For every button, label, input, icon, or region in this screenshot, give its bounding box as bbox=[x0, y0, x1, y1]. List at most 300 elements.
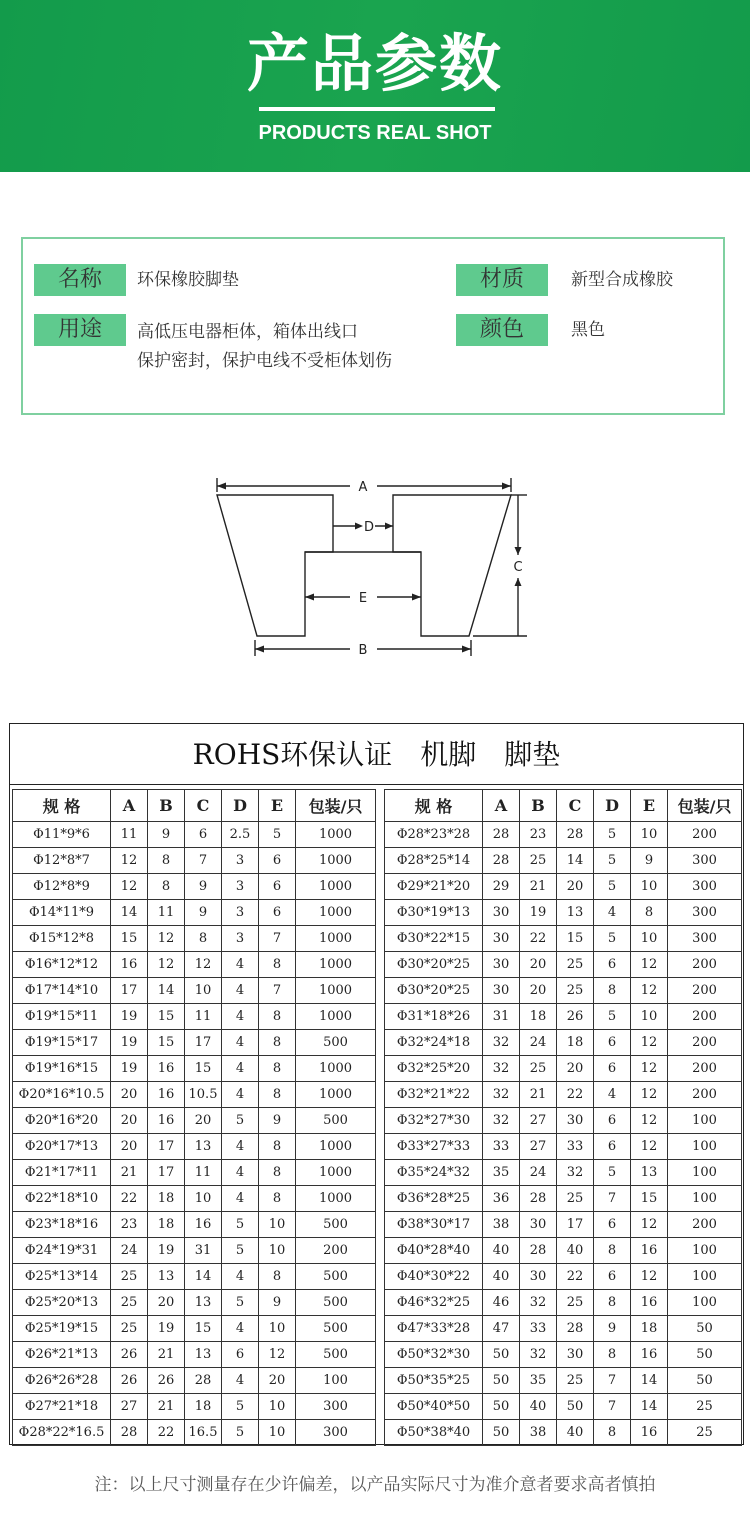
disclaimer-note: 注：以上尺寸测量存在少许偏差，以产品实际尺寸为准介意者要求高者慎拍 bbox=[94, 1475, 656, 1495]
value-cell: 15 bbox=[111, 926, 148, 952]
value-cell: 500 bbox=[296, 1212, 376, 1238]
value-cell: 12 bbox=[631, 1056, 668, 1082]
value-cell: 25 bbox=[557, 952, 594, 978]
table-row bbox=[13, 1082, 376, 1108]
label-c: C bbox=[513, 560, 523, 575]
value-cell: 1000 bbox=[296, 926, 376, 952]
table-row bbox=[13, 874, 376, 900]
value-cell: 300 bbox=[296, 1394, 376, 1420]
value-cell: 25 bbox=[557, 978, 594, 1004]
spec-cell: Φ20*17*13 bbox=[13, 1134, 111, 1160]
foot-outline-left bbox=[217, 495, 333, 636]
value-cell: 40 bbox=[557, 1238, 594, 1264]
value-cell: 18 bbox=[148, 1212, 185, 1238]
value-cell: 16.5 bbox=[185, 1420, 222, 1446]
value-cell: 5 bbox=[594, 1160, 631, 1186]
value-cell: 18 bbox=[185, 1394, 222, 1420]
table-row bbox=[13, 1420, 376, 1446]
value-cell: 1000 bbox=[296, 1004, 376, 1030]
table-row bbox=[385, 952, 742, 978]
value-cell: 19 bbox=[148, 1238, 185, 1264]
value-cell: 4 bbox=[594, 1082, 631, 1108]
value-cell: 21 bbox=[111, 1160, 148, 1186]
value-cell: 20 bbox=[111, 1108, 148, 1134]
value-cell: 24 bbox=[520, 1160, 557, 1186]
value-cell: 26 bbox=[148, 1368, 185, 1394]
value-cell: 9 bbox=[148, 822, 185, 848]
table-row bbox=[385, 1290, 742, 1316]
spec-table-frame bbox=[9, 723, 744, 1445]
value-cell: 28 bbox=[483, 848, 520, 874]
value-cell: 18 bbox=[148, 1186, 185, 1212]
value-cell: 30 bbox=[557, 1108, 594, 1134]
value-cell: 50 bbox=[483, 1420, 520, 1446]
value-cell: 5 bbox=[594, 874, 631, 900]
table-row bbox=[13, 1342, 376, 1368]
value-cell: 33 bbox=[520, 1316, 557, 1342]
label-e: E bbox=[358, 591, 368, 606]
color-value: 黑色 bbox=[571, 320, 605, 340]
value-cell: 32 bbox=[483, 1030, 520, 1056]
value-cell: 21 bbox=[520, 1082, 557, 1108]
table-row bbox=[13, 822, 376, 848]
value-cell: 200 bbox=[668, 978, 742, 1004]
spec-cell: Φ28*23*28 bbox=[385, 822, 483, 848]
table-row bbox=[385, 1316, 742, 1342]
name-value: 环保橡胶脚垫 bbox=[137, 270, 239, 290]
value-cell: 14 bbox=[631, 1394, 668, 1420]
value-cell: 14 bbox=[631, 1368, 668, 1394]
value-cell: 300 bbox=[668, 874, 742, 900]
value-cell: 19 bbox=[111, 1056, 148, 1082]
table-row bbox=[385, 1030, 742, 1056]
value-cell: 50 bbox=[483, 1394, 520, 1420]
value-cell: 200 bbox=[668, 1030, 742, 1056]
value-cell: 31 bbox=[483, 1004, 520, 1030]
value-cell: 8 bbox=[259, 1186, 296, 1212]
page-subtitle: PRODUCTS REAL SHOT bbox=[258, 122, 492, 144]
value-cell: 25 bbox=[668, 1394, 742, 1420]
table-header-cell: 包装/只 bbox=[296, 790, 376, 822]
value-cell: 4 bbox=[222, 952, 259, 978]
value-cell: 28 bbox=[111, 1420, 148, 1446]
table-header-cell: E bbox=[259, 790, 296, 822]
table-row bbox=[385, 1420, 742, 1446]
usage-value-line1: 高低压电器柜体，箱体出线口 bbox=[137, 322, 358, 342]
table-row bbox=[385, 1212, 742, 1238]
value-cell: 32 bbox=[483, 1056, 520, 1082]
value-cell: 10 bbox=[631, 926, 668, 952]
value-cell: 18 bbox=[520, 1004, 557, 1030]
value-cell: 15 bbox=[148, 1004, 185, 1030]
table-row bbox=[13, 1134, 376, 1160]
color-label: 颜色 bbox=[456, 314, 548, 346]
value-cell: 28 bbox=[520, 1238, 557, 1264]
value-cell: 4 bbox=[222, 1368, 259, 1394]
table-row bbox=[385, 926, 742, 952]
value-cell: 16 bbox=[148, 1108, 185, 1134]
spec-cell: Φ32*21*22 bbox=[385, 1082, 483, 1108]
value-cell: 12 bbox=[631, 1030, 668, 1056]
value-cell: 6 bbox=[594, 952, 631, 978]
spec-cell: Φ29*21*20 bbox=[385, 874, 483, 900]
value-cell: 24 bbox=[520, 1030, 557, 1056]
value-cell: 5 bbox=[594, 926, 631, 952]
value-cell: 25 bbox=[520, 848, 557, 874]
value-cell: 8 bbox=[185, 926, 222, 952]
value-cell: 1000 bbox=[296, 822, 376, 848]
table-row bbox=[13, 1264, 376, 1290]
value-cell: 8 bbox=[259, 1082, 296, 1108]
value-cell: 40 bbox=[483, 1238, 520, 1264]
value-cell: 14 bbox=[148, 978, 185, 1004]
value-cell: 13 bbox=[185, 1134, 222, 1160]
value-cell: 28 bbox=[520, 1186, 557, 1212]
spec-cell: Φ20*16*20 bbox=[13, 1108, 111, 1134]
value-cell: 20 bbox=[259, 1368, 296, 1394]
value-cell: 22 bbox=[557, 1082, 594, 1108]
value-cell: 300 bbox=[668, 900, 742, 926]
value-cell: 200 bbox=[668, 1082, 742, 1108]
value-cell: 12 bbox=[631, 1264, 668, 1290]
table-row bbox=[13, 1056, 376, 1082]
value-cell: 4 bbox=[222, 1160, 259, 1186]
value-cell: 9 bbox=[259, 1108, 296, 1134]
value-cell: 12 bbox=[631, 1212, 668, 1238]
value-cell: 8 bbox=[594, 1342, 631, 1368]
value-cell: 200 bbox=[296, 1238, 376, 1264]
value-cell: 500 bbox=[296, 1264, 376, 1290]
value-cell: 4 bbox=[222, 1056, 259, 1082]
value-cell: 14 bbox=[111, 900, 148, 926]
value-cell: 300 bbox=[668, 848, 742, 874]
table-row bbox=[13, 1212, 376, 1238]
spec-cell: Φ50*40*50 bbox=[385, 1394, 483, 1420]
value-cell: 12 bbox=[631, 952, 668, 978]
value-cell: 7 bbox=[185, 848, 222, 874]
value-cell: 18 bbox=[557, 1030, 594, 1056]
spec-cell: Φ50*35*25 bbox=[385, 1368, 483, 1394]
value-cell: 50 bbox=[668, 1342, 742, 1368]
value-cell: 1000 bbox=[296, 874, 376, 900]
spec-cell: Φ50*38*40 bbox=[385, 1420, 483, 1446]
value-cell: 200 bbox=[668, 952, 742, 978]
value-cell: 20 bbox=[111, 1134, 148, 1160]
value-cell: 40 bbox=[483, 1264, 520, 1290]
table-header-cell: 包装/只 bbox=[668, 790, 742, 822]
value-cell: 28 bbox=[557, 1316, 594, 1342]
value-cell: 1000 bbox=[296, 978, 376, 1004]
value-cell: 22 bbox=[557, 1264, 594, 1290]
value-cell: 100 bbox=[668, 1108, 742, 1134]
value-cell: 26 bbox=[111, 1342, 148, 1368]
value-cell: 10 bbox=[259, 1420, 296, 1446]
value-cell: 5 bbox=[222, 1238, 259, 1264]
value-cell: 28 bbox=[557, 822, 594, 848]
value-cell: 30 bbox=[483, 926, 520, 952]
table-row bbox=[385, 1108, 742, 1134]
value-cell: 13 bbox=[185, 1290, 222, 1316]
table-header-cell: E bbox=[631, 790, 668, 822]
value-cell: 5 bbox=[222, 1420, 259, 1446]
value-cell: 20 bbox=[557, 1056, 594, 1082]
table-title: ROHS环保认证 机脚 脚垫 bbox=[10, 724, 743, 785]
value-cell: 32 bbox=[520, 1290, 557, 1316]
value-cell: 19 bbox=[148, 1316, 185, 1342]
spec-cell: Φ32*27*30 bbox=[385, 1108, 483, 1134]
value-cell: 35 bbox=[483, 1160, 520, 1186]
value-cell: 17 bbox=[557, 1212, 594, 1238]
value-cell: 10 bbox=[631, 1004, 668, 1030]
value-cell: 32 bbox=[520, 1342, 557, 1368]
value-cell: 10 bbox=[185, 1186, 222, 1212]
foot-outline-right bbox=[393, 495, 511, 636]
value-cell: 16 bbox=[111, 952, 148, 978]
value-cell: 12 bbox=[185, 952, 222, 978]
value-cell: 15 bbox=[148, 1030, 185, 1056]
value-cell: 1000 bbox=[296, 1160, 376, 1186]
value-cell: 3 bbox=[222, 900, 259, 926]
spec-cell: Φ47*33*28 bbox=[385, 1316, 483, 1342]
value-cell: 9 bbox=[631, 848, 668, 874]
value-cell: 100 bbox=[668, 1160, 742, 1186]
table-row bbox=[385, 1186, 742, 1212]
spec-cell: Φ14*11*9 bbox=[13, 900, 111, 926]
spec-cell: Φ24*19*31 bbox=[13, 1238, 111, 1264]
spec-cell: Φ19*15*17 bbox=[13, 1030, 111, 1056]
value-cell: 1000 bbox=[296, 1056, 376, 1082]
value-cell: 10.5 bbox=[185, 1082, 222, 1108]
value-cell: 30 bbox=[483, 952, 520, 978]
value-cell: 8 bbox=[594, 978, 631, 1004]
value-cell: 15 bbox=[185, 1056, 222, 1082]
value-cell: 5 bbox=[259, 822, 296, 848]
table-row bbox=[13, 1238, 376, 1264]
value-cell: 6 bbox=[594, 1134, 631, 1160]
spec-cell: Φ40*28*40 bbox=[385, 1238, 483, 1264]
spec-cell: Φ19*16*15 bbox=[13, 1056, 111, 1082]
value-cell: 22 bbox=[148, 1420, 185, 1446]
title-underline bbox=[259, 107, 495, 111]
value-cell: 16 bbox=[185, 1212, 222, 1238]
value-cell: 500 bbox=[296, 1290, 376, 1316]
value-cell: 16 bbox=[148, 1082, 185, 1108]
table-row bbox=[385, 848, 742, 874]
value-cell: 100 bbox=[668, 1290, 742, 1316]
table-row bbox=[385, 1342, 742, 1368]
table-row bbox=[13, 1004, 376, 1030]
value-cell: 4 bbox=[222, 1264, 259, 1290]
spec-cell: Φ25*20*13 bbox=[13, 1290, 111, 1316]
label-d: D bbox=[363, 520, 375, 535]
value-cell: 8 bbox=[259, 1160, 296, 1186]
value-cell: 100 bbox=[668, 1134, 742, 1160]
value-cell: 5 bbox=[222, 1290, 259, 1316]
value-cell: 18 bbox=[631, 1316, 668, 1342]
table-row bbox=[13, 900, 376, 926]
value-cell: 9 bbox=[259, 1290, 296, 1316]
table-row bbox=[385, 822, 742, 848]
value-cell: 6 bbox=[222, 1342, 259, 1368]
value-cell: 38 bbox=[520, 1420, 557, 1446]
value-cell: 9 bbox=[594, 1316, 631, 1342]
spec-cell: Φ32*24*18 bbox=[385, 1030, 483, 1056]
value-cell: 12 bbox=[631, 978, 668, 1004]
spec-cell: Φ33*27*33 bbox=[385, 1134, 483, 1160]
value-cell: 8 bbox=[259, 1030, 296, 1056]
header-banner bbox=[0, 0, 750, 172]
value-cell: 4 bbox=[222, 1186, 259, 1212]
table-row bbox=[13, 1316, 376, 1342]
spec-cell: Φ25*19*15 bbox=[13, 1316, 111, 1342]
value-cell: 1000 bbox=[296, 900, 376, 926]
table-row bbox=[385, 1004, 742, 1030]
value-cell: 13 bbox=[148, 1264, 185, 1290]
value-cell: 50 bbox=[668, 1368, 742, 1394]
value-cell: 25 bbox=[111, 1264, 148, 1290]
value-cell: 25 bbox=[557, 1186, 594, 1212]
value-cell: 5 bbox=[594, 822, 631, 848]
spec-cell: Φ26*26*28 bbox=[13, 1368, 111, 1394]
table-row bbox=[13, 1108, 376, 1134]
spec-cell: Φ16*12*12 bbox=[13, 952, 111, 978]
table-row bbox=[385, 1264, 742, 1290]
value-cell: 19 bbox=[111, 1004, 148, 1030]
table-row bbox=[13, 1186, 376, 1212]
value-cell: 8 bbox=[594, 1290, 631, 1316]
spec-cell: Φ31*18*26 bbox=[385, 1004, 483, 1030]
value-cell: 12 bbox=[148, 952, 185, 978]
value-cell: 300 bbox=[668, 926, 742, 952]
value-cell: 8 bbox=[148, 874, 185, 900]
value-cell: 6 bbox=[594, 1264, 631, 1290]
value-cell: 24 bbox=[111, 1238, 148, 1264]
value-cell: 25 bbox=[557, 1290, 594, 1316]
value-cell: 17 bbox=[148, 1160, 185, 1186]
value-cell: 23 bbox=[520, 822, 557, 848]
table-header-cell: B bbox=[148, 790, 185, 822]
value-cell: 16 bbox=[631, 1290, 668, 1316]
value-cell: 20 bbox=[520, 978, 557, 1004]
spec-cell: Φ32*25*20 bbox=[385, 1056, 483, 1082]
value-cell: 25 bbox=[111, 1290, 148, 1316]
value-cell: 29 bbox=[483, 874, 520, 900]
value-cell: 4 bbox=[222, 1004, 259, 1030]
table-row bbox=[13, 926, 376, 952]
spec-cell: Φ17*14*10 bbox=[13, 978, 111, 1004]
value-cell: 26 bbox=[111, 1368, 148, 1394]
table-row bbox=[385, 1368, 742, 1394]
value-cell: 50 bbox=[668, 1316, 742, 1342]
spec-cell: Φ38*30*17 bbox=[385, 1212, 483, 1238]
table-row bbox=[385, 900, 742, 926]
spec-cell: Φ30*22*15 bbox=[385, 926, 483, 952]
value-cell: 12 bbox=[259, 1342, 296, 1368]
table-header-cell: D bbox=[222, 790, 259, 822]
value-cell: 6 bbox=[594, 1212, 631, 1238]
value-cell: 200 bbox=[668, 1056, 742, 1082]
value-cell: 14 bbox=[557, 848, 594, 874]
value-cell: 10 bbox=[259, 1316, 296, 1342]
value-cell: 4 bbox=[594, 900, 631, 926]
value-cell: 16 bbox=[148, 1056, 185, 1082]
value-cell: 40 bbox=[557, 1420, 594, 1446]
table-row bbox=[385, 1394, 742, 1420]
value-cell: 47 bbox=[483, 1316, 520, 1342]
spec-cell: Φ15*12*8 bbox=[13, 926, 111, 952]
table-row bbox=[13, 848, 376, 874]
value-cell: 1000 bbox=[296, 952, 376, 978]
value-cell: 30 bbox=[557, 1342, 594, 1368]
value-cell: 17 bbox=[111, 978, 148, 1004]
value-cell: 3 bbox=[222, 874, 259, 900]
value-cell: 4 bbox=[222, 1030, 259, 1056]
table-row bbox=[385, 978, 742, 1004]
value-cell: 5 bbox=[222, 1108, 259, 1134]
table-header-cell: A bbox=[483, 790, 520, 822]
value-cell: 32 bbox=[557, 1160, 594, 1186]
value-cell: 33 bbox=[483, 1134, 520, 1160]
value-cell: 8 bbox=[259, 1134, 296, 1160]
value-cell: 20 bbox=[557, 874, 594, 900]
value-cell: 10 bbox=[259, 1394, 296, 1420]
value-cell: 2.5 bbox=[222, 822, 259, 848]
value-cell: 19 bbox=[111, 1030, 148, 1056]
value-cell: 9 bbox=[185, 874, 222, 900]
value-cell: 500 bbox=[296, 1342, 376, 1368]
value-cell: 6 bbox=[259, 874, 296, 900]
value-cell: 50 bbox=[483, 1368, 520, 1394]
spec-cell: Φ19*15*11 bbox=[13, 1004, 111, 1030]
value-cell: 13 bbox=[185, 1342, 222, 1368]
value-cell: 5 bbox=[222, 1394, 259, 1420]
value-cell: 1000 bbox=[296, 1134, 376, 1160]
value-cell: 200 bbox=[668, 1212, 742, 1238]
value-cell: 6 bbox=[594, 1030, 631, 1056]
value-cell: 23 bbox=[111, 1212, 148, 1238]
value-cell: 25 bbox=[668, 1420, 742, 1446]
page-title: 产品参数 bbox=[246, 27, 503, 100]
value-cell: 12 bbox=[111, 874, 148, 900]
value-cell: 7 bbox=[594, 1368, 631, 1394]
value-cell: 25 bbox=[557, 1368, 594, 1394]
value-cell: 27 bbox=[520, 1108, 557, 1134]
spec-cell: Φ11*9*6 bbox=[13, 822, 111, 848]
value-cell: 7 bbox=[259, 978, 296, 1004]
value-cell: 50 bbox=[557, 1394, 594, 1420]
value-cell: 4 bbox=[222, 1316, 259, 1342]
value-cell: 500 bbox=[296, 1030, 376, 1056]
table-row bbox=[385, 1082, 742, 1108]
value-cell: 14 bbox=[185, 1264, 222, 1290]
value-cell: 500 bbox=[296, 1108, 376, 1134]
value-cell: 16 bbox=[631, 1238, 668, 1264]
label-b: B bbox=[358, 643, 368, 658]
value-cell: 21 bbox=[148, 1394, 185, 1420]
material-label: 材质 bbox=[456, 264, 548, 296]
value-cell: 27 bbox=[520, 1134, 557, 1160]
value-cell: 8 bbox=[594, 1420, 631, 1446]
value-cell: 11 bbox=[185, 1004, 222, 1030]
spec-table-left bbox=[12, 789, 376, 1446]
table-header-cell: 规 格 bbox=[13, 790, 111, 822]
table-header-cell: D bbox=[594, 790, 631, 822]
spec-cell: Φ27*21*18 bbox=[13, 1394, 111, 1420]
value-cell: 10 bbox=[259, 1238, 296, 1264]
table-row bbox=[13, 1030, 376, 1056]
spec-cell: Φ30*19*13 bbox=[385, 900, 483, 926]
value-cell: 28 bbox=[185, 1368, 222, 1394]
